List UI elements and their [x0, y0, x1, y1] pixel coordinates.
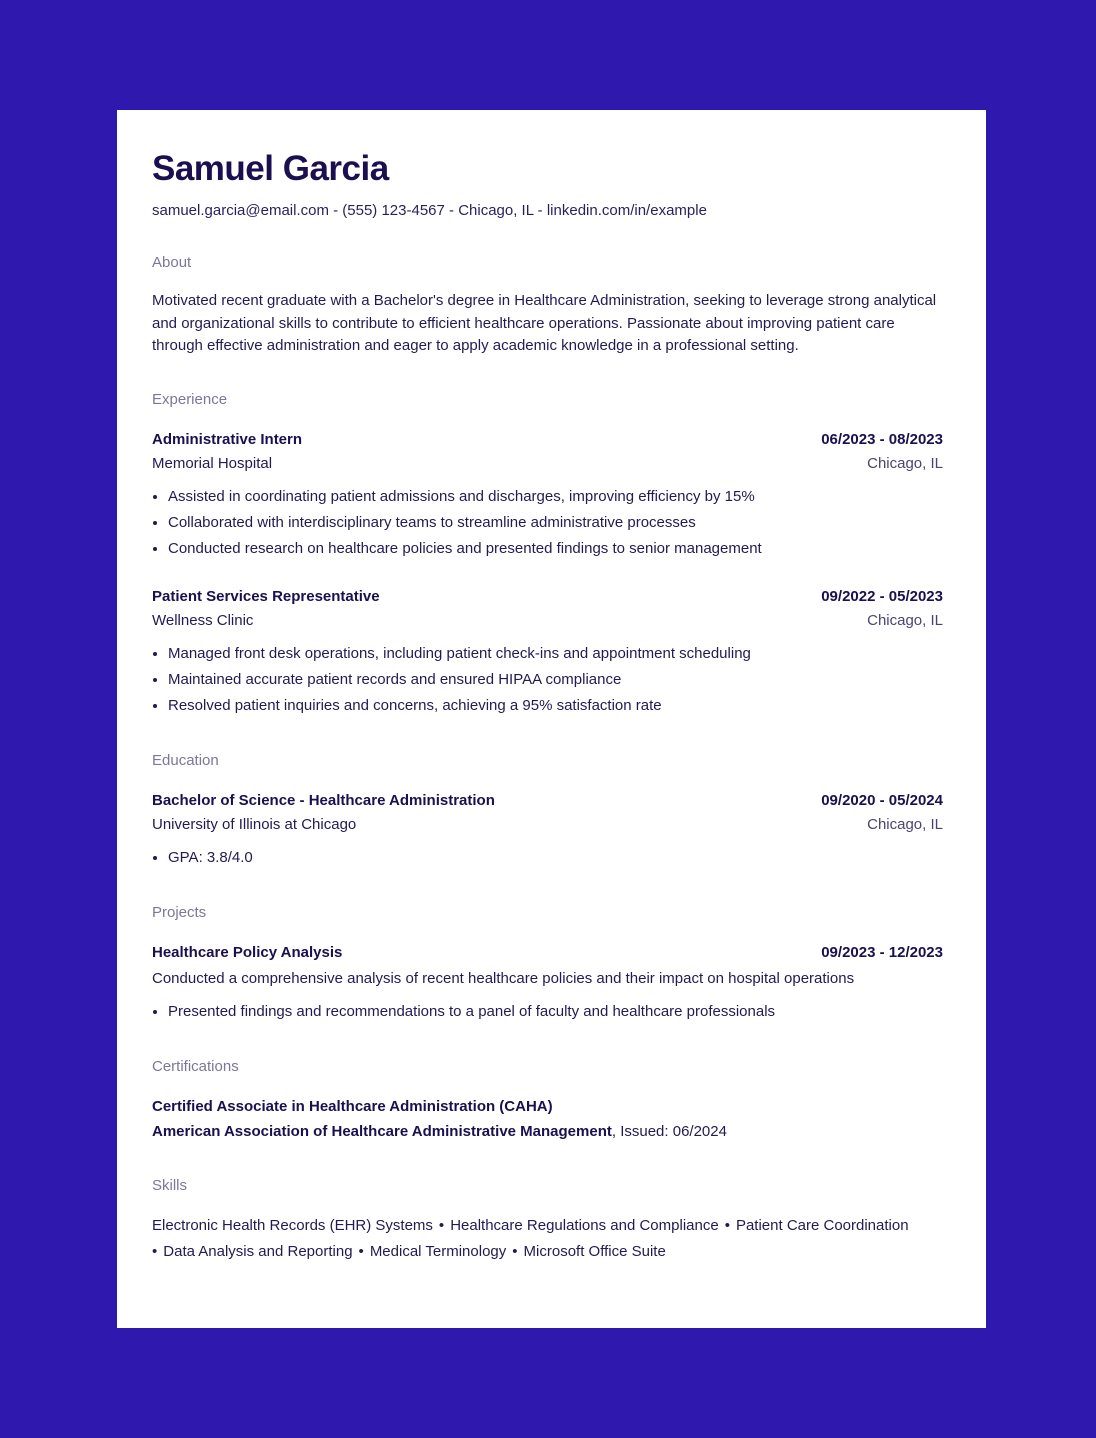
skill-item: Healthcare Regulations and Compliance	[450, 1216, 719, 1234]
list-item: • Presented findings and recommendations to a panel of faculty and healthcare professionals	[168, 999, 943, 1025]
list-item: • Collaborated with interdisciplinary teams to streamline administrative processes	[168, 510, 943, 536]
list-item: • Assisted in coordinating patient admissions and discharges, improving efficiency by 15%	[168, 484, 943, 510]
list-item: • Maintained accurate patient records and ensured HIPAA compliance	[168, 667, 943, 693]
education-bullets	[152, 845, 943, 871]
experience-entry	[152, 428, 943, 562]
experience-entry	[152, 585, 943, 719]
job-bullets	[152, 484, 943, 562]
project-description: Conducted a comprehensive analysis of recent healthcare policies and their impact on hospital operations	[152, 969, 855, 987]
skill-item: Medical Terminology	[369, 1242, 507, 1260]
certification-details	[152, 1119, 943, 1144]
education-entry	[152, 789, 943, 871]
job-title: Administrative Intern	[152, 430, 303, 448]
school-location: Chicago, IL	[867, 815, 943, 833]
section-title-projects: Projects	[152, 903, 207, 921]
section-title-education: Education	[152, 751, 219, 769]
skill-separator: •	[438, 1216, 445, 1234]
list-item: • Conducted research on healthcare policies and presented findings to senior management	[168, 536, 943, 562]
candidate-name: Samuel Garcia	[152, 149, 389, 188]
job-dates: 09/2022 - 05/2023	[821, 587, 943, 605]
employer: Memorial Hospital	[152, 454, 273, 472]
project-dates: 09/2023 - 12/2023	[821, 943, 943, 961]
education-dates: 09/2020 - 05/2024	[821, 791, 943, 809]
list-item: • Managed front desk operations, including patient check-ins and appointment scheduling	[168, 641, 943, 667]
project-bullets	[152, 999, 943, 1025]
skill-separator: •	[358, 1242, 364, 1260]
job-location: Chicago, IL	[867, 454, 943, 472]
section-title-certifications: Certifications	[152, 1057, 239, 1075]
section-title-about: About	[152, 254, 192, 271]
job-location: Chicago, IL	[867, 611, 943, 629]
skill-separator: •	[724, 1216, 730, 1234]
school: University of Illinois at Chicago	[152, 815, 357, 833]
skill-item: Patient Care Coordination	[735, 1216, 909, 1234]
skill-item: Electronic Health Records (EHR) Systems	[152, 1216, 433, 1234]
job-title: Patient Services Representative	[152, 587, 380, 605]
skill-separator: •	[152, 1242, 158, 1260]
section-title-skills: Skills	[152, 1176, 188, 1194]
resume-page	[117, 110, 986, 1328]
skill-separator: •	[512, 1242, 518, 1260]
about-text: Motivated recent graduate with a Bachelor's degree in Healthcare Administration, seeking to leverage strong analytical and organizational skills to contribute to efficient healthcare operations. Passionate about improving patient care through effective administration and eager to apply academic knowledge in a professional setting.	[152, 292, 937, 354]
project-name: Healthcare Policy Analysis	[152, 943, 343, 961]
skill-item: Microsoft Office Suite	[523, 1242, 666, 1260]
degree: Bachelor of Science - Healthcare Administration	[152, 791, 495, 809]
employer: Wellness Clinic	[152, 611, 254, 629]
certification-issued: , Issued: 06/2024	[611, 1122, 727, 1140]
contact-line: samuel.garcia@email.com - (555) 123-4567 - Chicago, IL - linkedin.com/in/example	[152, 202, 707, 219]
certification-issuer: American Association of Healthcare Administrative Management	[152, 1122, 612, 1140]
list-item: • Resolved patient inquiries and concerns, achieving a 95% satisfaction rate	[168, 693, 943, 719]
section-title-experience: Experience	[152, 390, 228, 408]
job-dates: 06/2023 - 08/2023	[821, 430, 943, 448]
list-item: • GPA: 3.8/4.0	[168, 845, 943, 871]
job-bullets	[152, 641, 943, 719]
project-entry	[152, 941, 943, 1025]
skills-list	[152, 1213, 943, 1265]
certification-name: Certified Associate in Healthcare Administration (CAHA)	[152, 1097, 553, 1115]
skill-item: Data Analysis and Reporting	[163, 1242, 353, 1260]
